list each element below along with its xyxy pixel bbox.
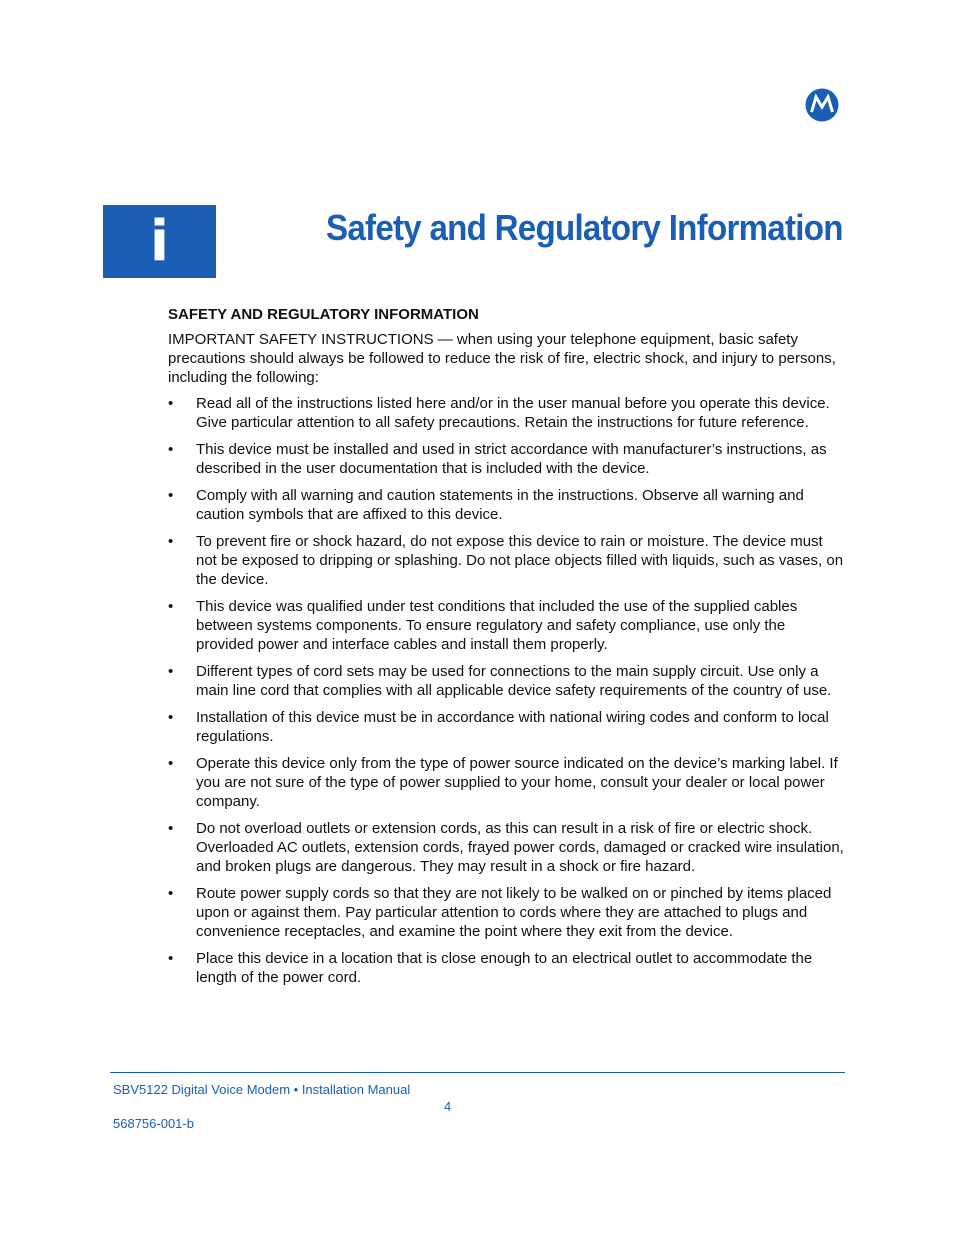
list-item-text: To prevent fire or shock hazard, do not expose this device to rain or moisture. The device must not be exposed to dripping or splashing. Do not place objects filled with liquids, such as vases, on the device. (196, 533, 844, 588)
footer-page-number: 4 (444, 1099, 452, 1114)
page-title: Safety and Regulatory Information (326, 207, 843, 248)
main-content (168, 305, 846, 995)
footer-document-title: SBV5122 Digital Voice Modem • Installation Manual (113, 1082, 411, 1097)
bullet-icon: • (168, 598, 174, 615)
list-item (168, 662, 846, 700)
bullet-icon: • (168, 885, 174, 902)
bullet-icon: • (168, 487, 174, 504)
list-item (168, 486, 846, 524)
list-item (168, 754, 846, 811)
list-item (168, 949, 846, 987)
bullet-icon: • (168, 395, 174, 412)
bullet-icon: • (168, 950, 174, 967)
list-item-text: Do not overload outlets or extension cords, as this can result in a risk of fire or electric shock. Overloaded AC outlets, extension cords, frayed power cords, damaged or cracked wire insulation, and broken plugs are dangerous. They may result in a shock or fire hazard. (196, 820, 844, 875)
bullet-icon: • (168, 820, 174, 837)
list-item-text: This device must be installed and used in strict accordance with manufacturer’s instructions, as described in the user documentation that is included with the device. (196, 441, 827, 477)
list-item-text: Route power supply cords so that they are not likely to be walked on or pinched by items placed upon or against them. Pay particular attention to cords where they are attached to plugs and convenience receptacles, and examine the point where they exit from the device. (196, 885, 832, 940)
safety-instructions-list (168, 394, 846, 987)
bullet-icon: • (168, 755, 174, 772)
footer-divider (110, 1072, 845, 1073)
intro-paragraph: IMPORTANT SAFETY INSTRUCTIONS — when using your telephone equipment, basic safety precautions should always be followed to reduce the risk of fire, electric shock, and injury to persons, including the following: (168, 331, 836, 386)
motorola-logo-icon (805, 88, 839, 122)
list-item (168, 708, 846, 746)
list-item (168, 819, 846, 876)
bullet-icon: • (168, 441, 174, 458)
list-item-text: Different types of cord sets may be used for connections to the main supply circuit. Use only a main line cord that complies with all applicable device safety requirements of the country of use. (196, 663, 832, 699)
footer-part-number: 568756-001-b (113, 1116, 194, 1131)
list-item (168, 440, 846, 478)
list-item-text: Operate this device only from the type of power source indicated on the device’s marking label. If you are not sure of the type of power supplied to your home, consult your dealer or local power company. (196, 755, 838, 810)
list-item (168, 394, 846, 432)
list-item-text: Read all of the instructions listed here and/or in the user manual before you operate this device. Give particular attention to all safety precautions. Retain the instructions for future reference. (196, 395, 830, 431)
chapter-marker-label: i (149, 209, 170, 274)
list-item (168, 532, 846, 589)
list-item-text: Comply with all warning and caution statements in the instructions. Observe all warning and caution symbols that are affixed to this device. (196, 487, 804, 523)
bullet-icon: • (168, 663, 174, 680)
list-item (168, 884, 846, 941)
list-item-text: Installation of this device must be in accordance with national wiring codes and conform to local regulations. (196, 709, 829, 745)
chapter-marker (103, 205, 216, 278)
list-item-text: This device was qualified under test conditions that included the use of the supplied cables between systems components. To ensure regulatory and safety compliance, use only the provided power and interface cables and install them properly. (196, 598, 798, 653)
bullet-icon: • (168, 533, 174, 550)
section-heading: SAFETY AND REGULATORY INFORMATION (168, 306, 479, 323)
bullet-icon: • (168, 709, 174, 726)
list-item (168, 597, 846, 654)
list-item-text: Place this device in a location that is close enough to an electrical outlet to accommodate the length of the power cord. (196, 950, 813, 986)
